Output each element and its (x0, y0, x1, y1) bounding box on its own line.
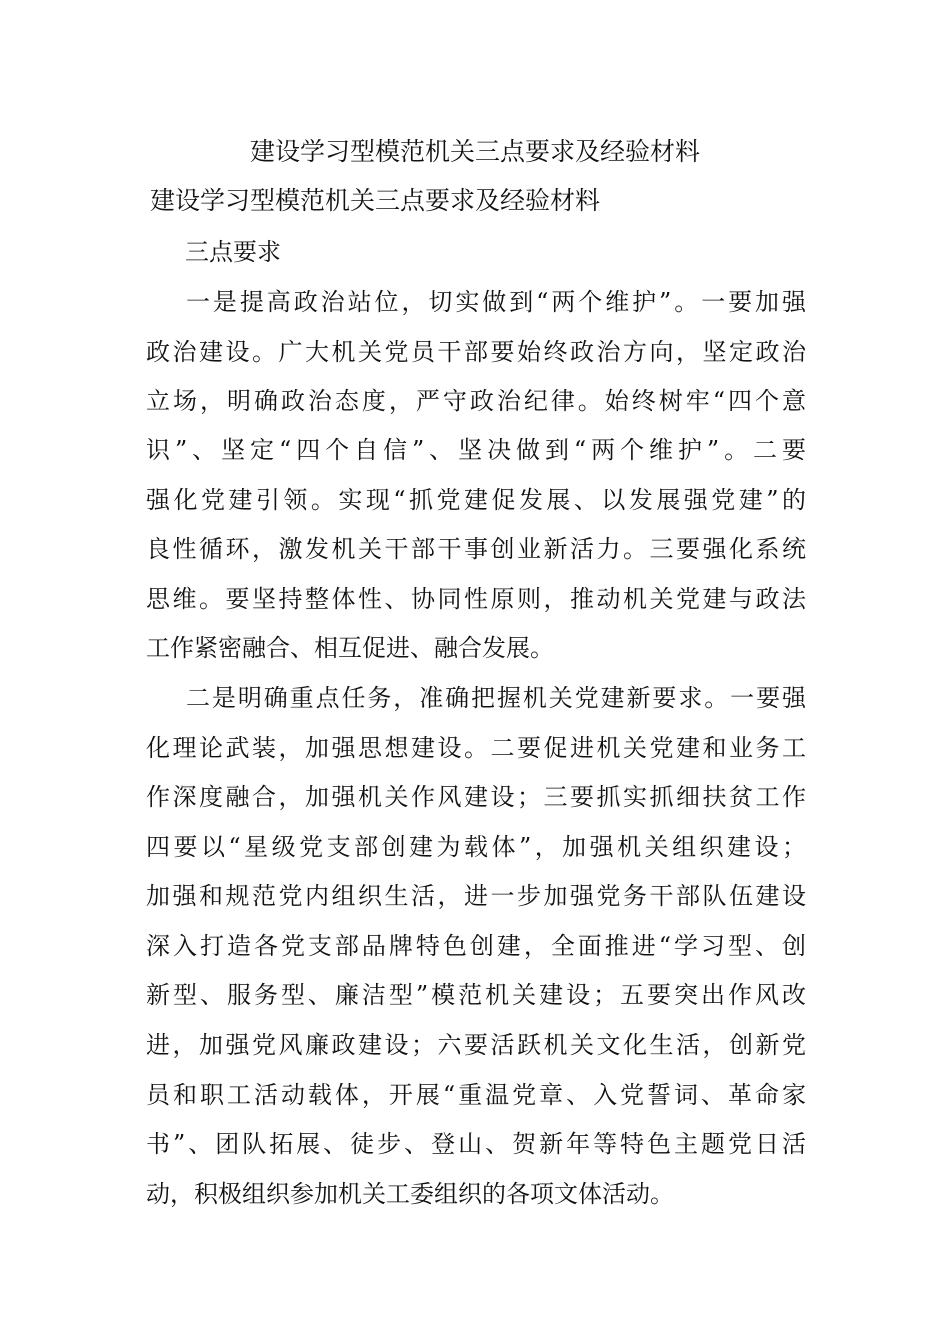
paragraph-line: 立场，明确政治态度，严守政治纪律。始终树牢“四个意 (146, 387, 806, 415)
paragraph-line: 政治建设。广大机关党员干部要始终政治方向，坚定政治 (146, 338, 806, 366)
paragraph-line: 进，加强党风廉政建设；六要活跃机关文化生活，创新党 (146, 1031, 806, 1059)
paragraph-line: 书”、团队拓展、徒步、登山、贺新年等特色主题党日活 (146, 1130, 806, 1158)
paragraph-line: 深入打造各党支部品牌特色创建，全面推进“学习型、创 (146, 932, 806, 960)
paragraph-line: 四要以“星级党支部创建为载体”，加强机关组织建设； (146, 833, 806, 861)
paragraph-line: 新型、服务型、廉洁型”模范机关建设；五要突出作风改 (146, 981, 806, 1009)
paragraph-line: 识”、坚定“四个自信”、坚决做到“两个维护”。二要 (146, 436, 806, 464)
paragraph-line: 化理论武装，加强思想建设。二要促进机关党建和业务工 (146, 734, 806, 762)
section-heading: 三点要求 (185, 238, 281, 266)
paragraph-line: 良性循环，激发机关干部干事创业新活力。三要强化系统 (146, 535, 806, 563)
document-subtitle: 建设学习型模范机关三点要求及经验材料 (150, 186, 601, 215)
paragraph-line: 动，积极组织参加机关工委组织的各项文体活动。 (146, 1180, 674, 1208)
paragraph-line: 员和职工活动载体，开展“重温党章、入党誓词、革命家 (146, 1081, 806, 1109)
paragraph-line: 工作紧密融合、相互促进、融合发展。 (146, 634, 554, 662)
paragraph-line: 思维。要坚持整体性、协同性原则，推动机关党建与政法 (146, 585, 806, 613)
document-title: 建设学习型模范机关三点要求及经验材料 (249, 137, 700, 166)
paragraph-line: 一是提高政治站位，切实做到“两个维护”。一要加强 (186, 288, 806, 316)
paragraph-line: 作深度融合，加强机关作风建设；三要抓实抓细扶贫工作 (146, 783, 806, 811)
paragraph-line: 强化党建引领。实现“抓党建促发展、以发展强党建”的 (146, 486, 806, 514)
paragraph-line: 二是明确重点任务，准确把握机关党建新要求。一要强 (186, 684, 806, 712)
paragraph-line: 加强和规范党内组织生活，进一步加强党务干部队伍建设 (146, 882, 806, 910)
